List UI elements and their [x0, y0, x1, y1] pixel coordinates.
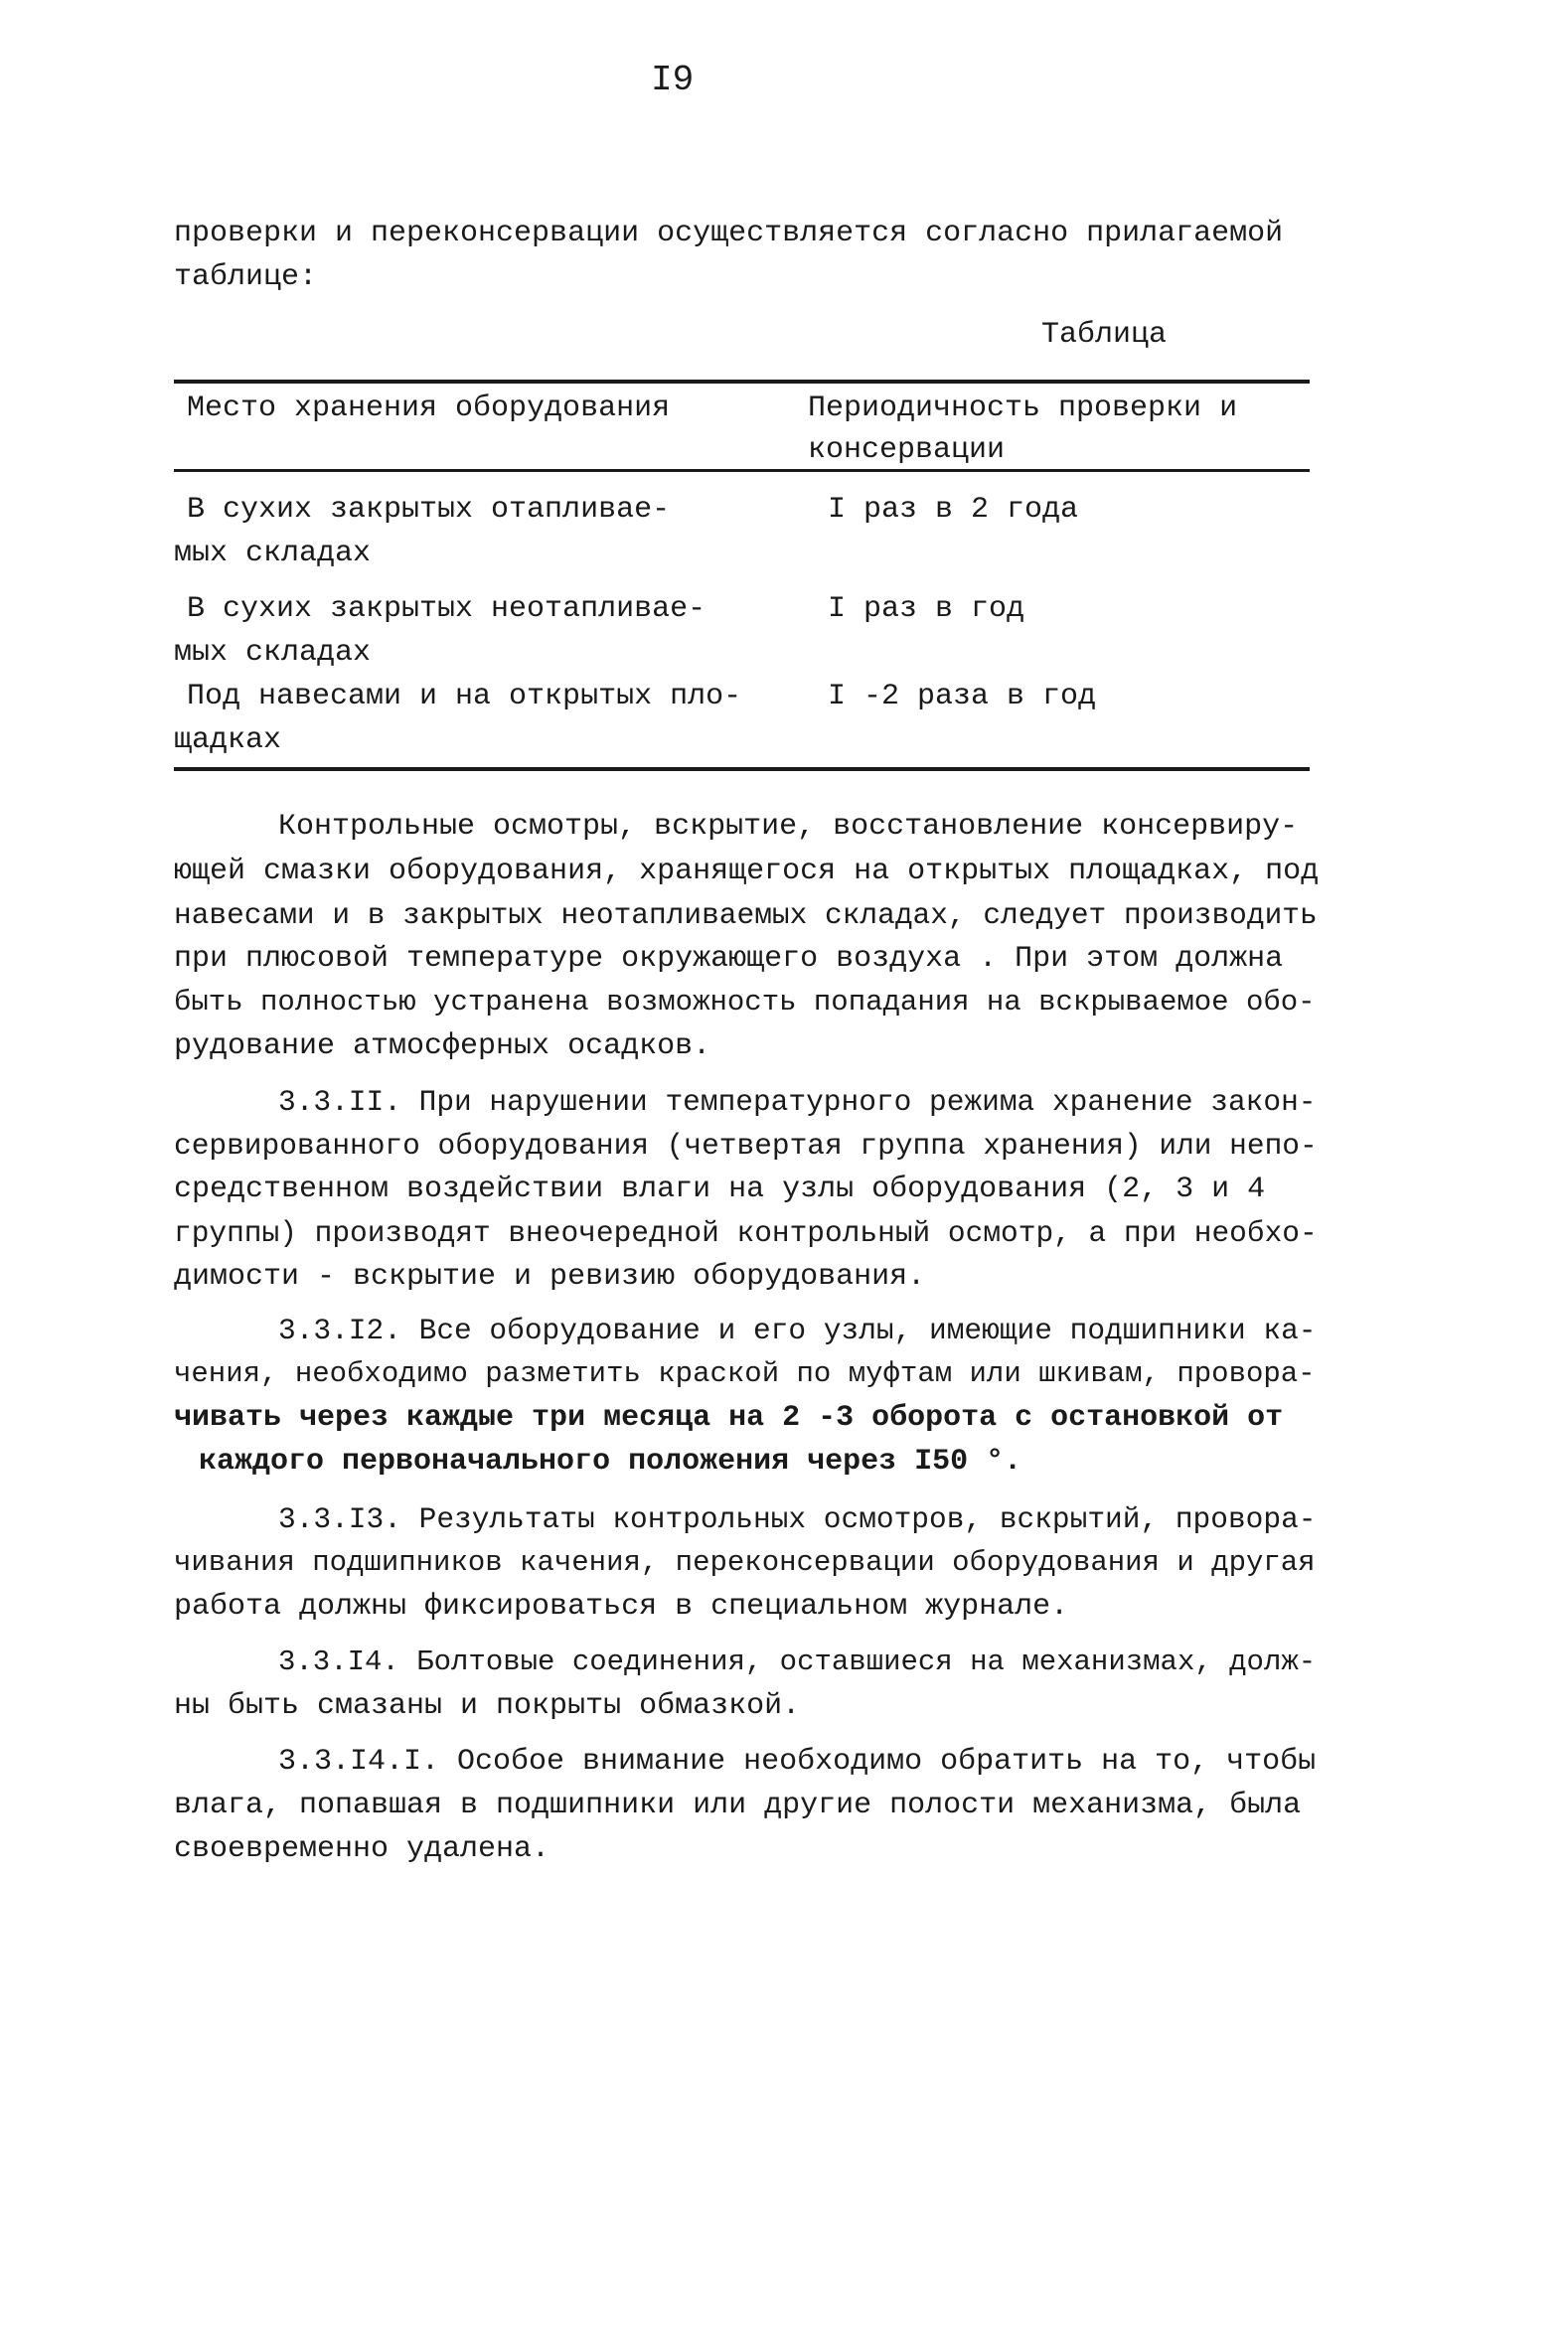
table-cell-place: мых складах	[174, 537, 372, 570]
paragraph-line: своевременно удалена.	[174, 1832, 550, 1866]
paragraph-line: Контрольные осмотры, вскрытие, восстановление консервиру-	[278, 810, 1299, 844]
table-cell-place: щадках	[174, 723, 282, 757]
header-periodicity: Периодичность проверки и	[808, 392, 1238, 425]
table-cell-place: В сухих закрытых отапливае-	[187, 493, 671, 527]
header-storage-place: Место хранения оборудования	[187, 392, 671, 425]
table-header-rule	[174, 469, 1310, 472]
intro-line: проверки и переконсервации осуществляется согласно прилагаемой	[174, 217, 1284, 250]
paragraph-line: 3.3.I4.I. Особое внимание необходимо обратить на то, чтобы	[278, 1745, 1317, 1779]
paragraph-line: влага, попавшая в подшипники или другие полости механизма, была	[174, 1789, 1302, 1822]
paragraph-line: при плюсовой температуре окружающего воздуха . При этом должна	[174, 942, 1284, 976]
header-periodicity: консервации	[808, 433, 1006, 467]
intro-line: таблице:	[174, 260, 318, 294]
table-cell-period: I раз в год	[828, 592, 1025, 626]
table-cell-place: Под навесами и на открытых пло-	[187, 680, 742, 713]
paragraph-line: 3.3.I3. Результаты контрольных осмотров, вскрытий, провора-	[278, 1502, 1317, 1536]
paragraph-line: 3.3.I2. Все оборудование и его узлы, имеющие подшипники ка-	[278, 1314, 1317, 1347]
paragraph-line: ны быть смазаны и покрыты обмазкой.	[174, 1689, 801, 1723]
paragraph-line: димости - вскрытие и ревизию оборудования.	[174, 1260, 926, 1294]
table-cell-period: I -2 раза в год	[828, 680, 1097, 713]
page-number: I9	[651, 60, 695, 100]
paragraph-line: чения, необходимо разметить краской по муфтам или шкивам, провора-	[174, 1357, 1316, 1390]
paragraph-line: работа должны фиксироваться в специальном журнале.	[174, 1590, 1069, 1624]
paragraph-line: 3.3.II. При нарушении температурного режима хранение закон-	[278, 1085, 1317, 1119]
table-top-rule	[174, 380, 1310, 384]
paragraph-line: сервированного оборудования (четвертая группа хранения) или непо-	[174, 1129, 1318, 1163]
paragraph-line: чивать через каждые три месяца на 2 -3 оборота с остановкой от	[174, 1401, 1284, 1435]
paragraph-line: группы) производят внеочередной контрольный осмотр, а при необхо-	[174, 1216, 1318, 1250]
table-bottom-rule	[174, 767, 1310, 771]
paragraph-line: каждого первоначального положения через I50 °.	[199, 1445, 1022, 1479]
table-label: Таблица	[1041, 318, 1168, 352]
table-cell-period: I раз в 2 года	[828, 493, 1079, 527]
paragraph-line: рудование атмосферных осадков.	[174, 1029, 711, 1063]
paragraph-line: навесами и в закрытых неотапливаемых складах, следует производить	[174, 898, 1318, 932]
paragraph-line: ющей смазки оборудования, хранящегося на открытых площадках, под	[174, 855, 1320, 888]
paragraph-line: средственном воздействии влаги на узлы оборудования (2, 3 и 4	[174, 1173, 1266, 1206]
paragraph-line: быть полностью устранена возможность попадания на вскрываемое обо-	[174, 986, 1316, 1019]
table-cell-place: мых складах	[174, 636, 372, 670]
paragraph-line: 3.3.I4. Болтовые соединения, оставшиеся на механизмах, долж-	[278, 1646, 1317, 1678]
paragraph-line: чивания подшипников качения, переконсервации оборудования и другая	[174, 1546, 1316, 1579]
table-cell-place: В сухих закрытых неотапливае-	[187, 592, 706, 626]
